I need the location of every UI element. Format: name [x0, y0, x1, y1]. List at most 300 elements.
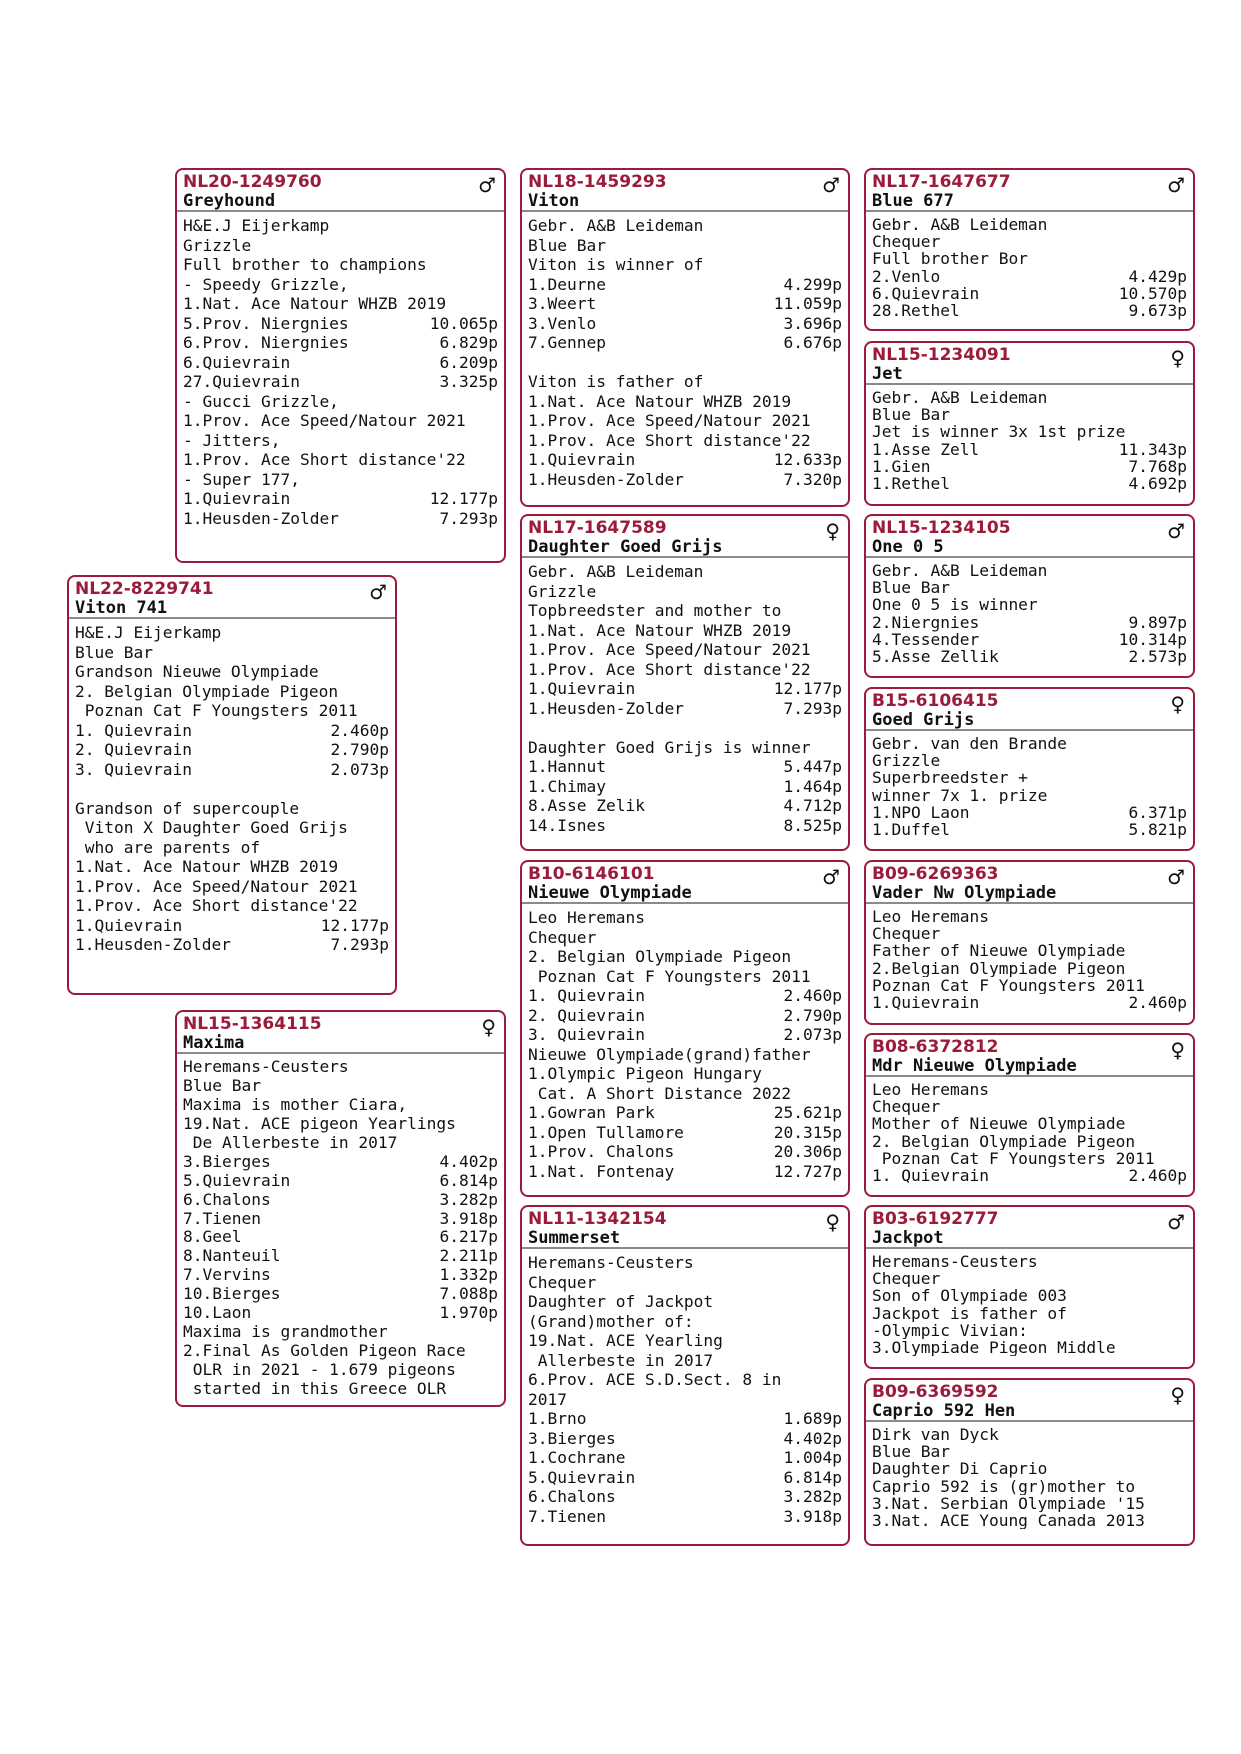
card-header	[866, 1035, 1193, 1077]
text-line: 1.Nat. Ace Natour WHZB 2019	[528, 391, 792, 411]
female-symbol-icon: ♀	[825, 1210, 840, 1234]
female-symbol-icon: ♀	[1170, 1383, 1185, 1407]
card-summerset	[520, 1205, 850, 1546]
male-symbol-icon: ♂	[369, 580, 387, 604]
pigeon-name: Greyhound	[183, 191, 276, 211]
text-line: Chequer	[528, 927, 597, 947]
text-line: Poznan Cat F Youngsters 2011	[528, 966, 811, 986]
result-row	[528, 333, 842, 353]
card-body	[866, 558, 1193, 669]
card-body	[866, 731, 1193, 842]
result-row	[183, 333, 498, 353]
text-line: Jet is winner 3x 1st prize	[872, 423, 1126, 441]
text-line: 1.Prov. Ace Short distance'22	[75, 896, 358, 915]
ring-number: NL20-1249760	[183, 172, 322, 192]
text-line: 3.Olympiade Pigeon Middle	[872, 1339, 1116, 1357]
result-participants: 6.209p	[439, 352, 498, 372]
result-participants: 10.314p	[1118, 629, 1187, 649]
result-participants: 2.790p	[783, 1005, 842, 1025]
result-participants: 3.282p	[783, 1487, 842, 1506]
result-row	[183, 1153, 498, 1172]
result-participants: 2.073p	[330, 759, 389, 779]
result-row	[872, 1167, 1187, 1184]
ring-number: NL18-1459293	[528, 172, 667, 192]
result-race: 3. Quievrain	[75, 759, 192, 779]
result-row	[183, 353, 498, 373]
card-body	[522, 904, 848, 1185]
text-line: De Allerbeste in 2017	[183, 1133, 398, 1152]
result-race: 1.Nat. Fontenay	[528, 1161, 675, 1181]
text-line: - Jitters,	[183, 430, 281, 450]
text-line: 6.Prov. ACE S.D.Sect. 8 in	[528, 1370, 782, 1389]
text-line: 1.Prov. Ace Speed/Natour 2021	[528, 411, 811, 430]
pigeon-name: Nieuwe Olympiade	[528, 883, 692, 903]
text-line: Son of Olympiade 003	[872, 1287, 1067, 1305]
text-line: 3.Nat. ACE Young Canada 2013	[872, 1512, 1145, 1530]
result-participants: 12.177p	[429, 489, 498, 508]
card-header	[522, 516, 848, 558]
card-header	[866, 1380, 1193, 1422]
result-row	[872, 475, 1187, 492]
text-line: 3.Nat. Serbian Olympiade '15	[872, 1494, 1145, 1513]
result-participants: 4.692p	[1128, 474, 1187, 494]
result-row	[183, 372, 498, 392]
pigeon-name: Viton 741	[75, 598, 168, 618]
result-row	[183, 1285, 498, 1304]
card-header	[522, 1207, 848, 1249]
result-participants: 5.447p	[783, 757, 842, 776]
card-mdr-nieuwe-olympiade	[864, 1033, 1195, 1197]
text-line: Grandson of supercouple	[75, 798, 300, 818]
result-race: 1.Asse Zell	[872, 439, 980, 459]
card-header	[522, 170, 848, 212]
male-symbol-icon: ♂	[1167, 1210, 1185, 1234]
text-line: Chequer	[528, 1272, 597, 1292]
text-line: started in this Greece OLR	[183, 1379, 447, 1398]
result-race: 1.Duffel	[872, 820, 950, 840]
result-row	[528, 294, 842, 314]
result-participants: 7.293p	[783, 698, 842, 718]
result-row	[183, 489, 498, 509]
result-row	[528, 1103, 842, 1123]
result-participants: 5.821p	[1128, 820, 1187, 840]
text-line: 1.Nat. Ace Natour WHZB 2019	[75, 857, 339, 876]
result-row	[75, 935, 389, 955]
text-line: Leo Heremans	[528, 908, 645, 927]
male-symbol-icon: ♂	[822, 173, 840, 197]
text-line: Blue Bar	[183, 1076, 261, 1095]
card-body	[866, 1077, 1193, 1188]
result-row	[528, 470, 842, 490]
result-participants: 1.464p	[783, 776, 842, 796]
ring-number: B15-6106415	[872, 691, 999, 711]
result-row	[528, 450, 842, 470]
female-symbol-icon: ♀	[1170, 692, 1185, 716]
pigeon-name: Blue 677	[872, 191, 954, 211]
result-participants: 2.460p	[1128, 1166, 1187, 1186]
card-header	[866, 343, 1193, 385]
text-line: Daughter Di Caprio	[872, 1460, 1048, 1478]
ring-number: NL15-1234091	[872, 345, 1011, 365]
result-row	[528, 1487, 842, 1507]
result-row	[183, 1304, 498, 1323]
card-goed-grijs	[864, 687, 1195, 851]
result-row	[75, 721, 389, 741]
card-jet	[864, 341, 1195, 506]
result-participants: 7.320p	[783, 469, 842, 489]
text-line: Viton X Daughter Goed Grijs	[75, 818, 348, 837]
result-row	[872, 804, 1187, 821]
result-row	[183, 1266, 498, 1285]
result-participants: 2.073p	[783, 1025, 842, 1044]
result-participants: 1.689p	[783, 1409, 842, 1428]
result-participants: 2.790p	[330, 740, 389, 759]
result-participants: 3.918p	[439, 1208, 498, 1228]
card-vader-nw-olympiade	[864, 860, 1195, 1025]
ring-number: B10-6146101	[528, 864, 655, 884]
result-race: 2. Quievrain	[528, 1005, 645, 1025]
result-participants: 12.177p	[773, 679, 842, 698]
text-line: Chequer	[872, 925, 941, 943]
result-row	[872, 441, 1187, 458]
result-participants: 25.621p	[773, 1103, 842, 1122]
text-line: Superbreedster +	[872, 769, 1028, 787]
result-row	[872, 268, 1187, 285]
text-line: (Grand)mother of:	[528, 1311, 694, 1331]
result-race: 10.Bierges	[183, 1284, 281, 1304]
text-line: 1.Olympic Pigeon Hungary	[528, 1064, 762, 1083]
result-race: 27.Quievrain	[183, 372, 300, 391]
text-line: 1.Nat. Ace Natour WHZB 2019	[183, 294, 447, 313]
card-body	[522, 558, 848, 839]
text-line: - Super 177,	[183, 469, 300, 489]
result-participants: 12.633p	[773, 450, 842, 469]
male-symbol-icon: ♂	[1167, 519, 1185, 543]
result-race: 7.Tienen	[528, 1506, 606, 1526]
card-viton-741	[67, 575, 397, 995]
result-race: 1.Open Tullamore	[528, 1122, 684, 1142]
result-race: 1.Quievrain	[528, 450, 636, 469]
result-race: 3. Quievrain	[528, 1025, 645, 1044]
text-line: Chequer	[872, 233, 941, 251]
text-line: 2. Belgian Olympiade Pigeon	[872, 1132, 1136, 1150]
result-race: 1.Hannut	[528, 757, 606, 776]
text-line: 1.Prov. Ace Speed/Natour 2021	[528, 640, 811, 659]
result-race: 10.Laon	[183, 1303, 252, 1323]
text-line: Blue Bar	[528, 235, 606, 255]
result-participants: 7.768p	[1128, 456, 1187, 476]
result-participants: 4.299p	[783, 274, 842, 294]
text-line: Cat. A Short Distance 2022	[528, 1083, 792, 1103]
result-race: 2. Quievrain	[75, 740, 192, 759]
text-line: Allerbeste in 2017	[528, 1350, 714, 1370]
result-race: 1. Quievrain	[528, 986, 645, 1005]
text-line: Blue Bar	[75, 642, 153, 662]
text-line: Gebr. A&B Leideman	[872, 389, 1048, 407]
result-row	[528, 816, 842, 836]
text-line: Nieuwe Olympiade(grand)father	[528, 1044, 811, 1064]
female-symbol-icon: ♀	[481, 1015, 496, 1039]
male-symbol-icon: ♂	[822, 865, 840, 889]
text-line: H&E.J Eijerkamp	[75, 623, 222, 642]
result-participants: 3.918p	[783, 1506, 842, 1526]
spacer	[75, 779, 389, 799]
result-row	[183, 1228, 498, 1247]
card-header	[866, 516, 1193, 558]
ring-number: NL15-1364115	[183, 1014, 322, 1034]
text-line: Viton is father of	[528, 372, 704, 391]
text-line: Blue Bar	[872, 579, 950, 597]
spacer	[528, 718, 842, 738]
result-participants: 4.712p	[783, 796, 842, 815]
card-viton	[520, 168, 850, 507]
card-header	[177, 1012, 504, 1054]
text-line: 19.Nat. ACE pigeon Yearlings	[183, 1114, 456, 1133]
result-participants: 6.371p	[1128, 802, 1187, 822]
card-greyhound	[175, 168, 506, 563]
text-line: Viton is winner of	[528, 255, 704, 274]
result-row	[528, 1123, 842, 1143]
result-participants: 20.315p	[773, 1122, 842, 1142]
result-race: 6.Prov. Niergnies	[183, 333, 349, 352]
card-nieuwe-olympiade	[520, 860, 850, 1197]
card-body	[522, 1249, 848, 1530]
text-line: who are parents of	[75, 837, 261, 857]
result-race: 1.Cochrane	[528, 1448, 626, 1467]
pigeon-name: One 0 5	[872, 537, 944, 557]
result-row	[183, 1210, 498, 1229]
pigeon-name: Goed Grijs	[872, 710, 975, 730]
text-line: 1.Prov. Ace Speed/Natour 2021	[183, 411, 466, 430]
text-line: Grandson Nieuwe Olympiade	[75, 662, 319, 681]
result-race: 5.Quievrain	[183, 1170, 291, 1190]
ring-number: B08-6372812	[872, 1037, 999, 1057]
result-row	[528, 314, 842, 334]
card-body	[866, 904, 1193, 1015]
card-body	[522, 212, 848, 493]
result-participants: 2.211p	[439, 1246, 498, 1266]
ring-number: NL17-1647677	[872, 172, 1011, 192]
result-participants: 12.177p	[320, 915, 389, 935]
result-race: 1.Heusden-Zolder	[75, 935, 231, 954]
result-race: 1.Quievrain	[528, 679, 636, 698]
result-participants: 11.343p	[1118, 439, 1187, 459]
result-race: 1.Heusden-Zolder	[528, 469, 684, 489]
text-line: Chequer	[872, 1270, 941, 1288]
result-participants: 10.570p	[1118, 283, 1187, 303]
text-line: Daughter Goed Grijs is winner	[528, 737, 811, 757]
text-line: Poznan Cat F Youngsters 2011	[75, 701, 358, 720]
ring-number: NL11-1342154	[528, 1209, 667, 1229]
result-participants: 8.525p	[783, 815, 842, 835]
female-symbol-icon: ♀	[1170, 1038, 1185, 1062]
result-race: 1.Heusden-Zolder	[528, 698, 684, 718]
text-line: One 0 5 is winner	[872, 596, 1038, 614]
result-participants: 2.460p	[783, 986, 842, 1005]
result-participants: 9.897p	[1128, 612, 1187, 632]
result-race: 5.Quievrain	[528, 1467, 636, 1487]
result-row	[528, 1025, 842, 1045]
result-row	[75, 740, 389, 760]
result-race: 2.Niergnies	[872, 612, 980, 632]
text-line: Poznan Cat F Youngsters 2011	[872, 1149, 1155, 1168]
text-line: Grizzle	[872, 752, 941, 770]
text-line: Leo Heremans	[872, 908, 989, 926]
ring-number: NL17-1647589	[528, 518, 667, 538]
result-race: 3.Bierges	[528, 1428, 616, 1448]
text-line: Mother of Nieuwe Olympiade	[872, 1115, 1126, 1133]
card-blue-677	[864, 168, 1195, 331]
card-header	[177, 170, 504, 212]
result-row	[872, 631, 1187, 648]
pigeon-name: Vader Nw Olympiade	[872, 883, 1057, 903]
result-race: 1.Heusden-Zolder	[183, 508, 339, 528]
result-row	[872, 302, 1187, 319]
pigeon-name: Caprio 592 Hen	[872, 1401, 1016, 1421]
result-participants: 20.306p	[773, 1142, 842, 1161]
result-row	[528, 275, 842, 295]
result-race: 3.Venlo	[528, 313, 597, 333]
result-participants: 3.696p	[783, 313, 842, 333]
result-row	[528, 1162, 842, 1182]
result-race: 3.Weert	[528, 294, 597, 313]
card-header	[522, 862, 848, 904]
text-line: Heremans-Ceusters	[528, 1253, 694, 1272]
result-race: 6.Quievrain	[183, 352, 291, 372]
result-participants: 4.402p	[783, 1428, 842, 1448]
result-race: 1.Gowran Park	[528, 1103, 655, 1122]
text-line: - Gucci Grizzle,	[183, 391, 339, 411]
female-symbol-icon: ♀	[1170, 346, 1185, 370]
text-line: Daughter of Jackpot	[528, 1292, 714, 1311]
result-race: 14.Isnes	[528, 815, 606, 835]
result-row	[872, 994, 1187, 1011]
result-participants: 7.088p	[439, 1284, 498, 1304]
result-row	[528, 1142, 842, 1162]
result-race: 1.NPO Laon	[872, 802, 970, 822]
text-line: 1.Nat. Ace Natour WHZB 2019	[528, 620, 792, 640]
result-participants: 3.282p	[439, 1189, 498, 1209]
text-line: 1.Prov. Ace Short distance'22	[528, 659, 811, 679]
text-line: Topbreedster and mother to	[528, 601, 782, 620]
result-participants: 1.970p	[439, 1303, 498, 1323]
result-row	[183, 1191, 498, 1210]
card-header	[866, 862, 1193, 904]
result-race: 1.Prov. Chalons	[528, 1142, 675, 1161]
result-race: 4.Tessender	[872, 629, 980, 649]
male-symbol-icon: ♂	[478, 173, 496, 197]
card-one-0-5	[864, 514, 1195, 678]
text-line: winner 7x 1. prize	[872, 786, 1048, 804]
ring-number: NL15-1234105	[872, 518, 1011, 538]
text-line: 1.Prov. Ace Short distance'22	[183, 450, 466, 469]
card-body	[866, 385, 1193, 496]
result-race: 1.Chimay	[528, 776, 606, 796]
text-line: Heremans-Ceusters	[872, 1253, 1038, 1271]
result-row	[183, 1247, 498, 1266]
card-header	[866, 170, 1193, 212]
text-line: Full brother to champions	[183, 255, 427, 274]
card-maxima	[175, 1010, 506, 1407]
result-row	[528, 679, 842, 699]
result-row	[183, 314, 498, 334]
text-line: Gebr. A&B Leideman	[528, 562, 704, 581]
result-participants: 4.402p	[439, 1151, 498, 1171]
text-line: Gebr. van den Brande	[872, 735, 1067, 753]
result-participants: 2.460p	[1128, 993, 1187, 1013]
result-race: 7.Gennep	[528, 333, 606, 352]
result-row	[528, 986, 842, 1006]
result-race: 1.Quievrain	[183, 489, 291, 508]
spacer	[528, 353, 842, 373]
card-body	[177, 212, 504, 532]
text-line: Blue Bar	[872, 406, 950, 424]
card-jackpot	[864, 1205, 1195, 1369]
result-participants: 10.065p	[429, 313, 498, 333]
text-line: OLR in 2021 - 1.679 pigeons	[183, 1361, 456, 1379]
result-race: 8.Geel	[183, 1227, 242, 1247]
pigeon-name: Mdr Nieuwe Olympiade	[872, 1056, 1077, 1076]
text-line: 19.Nat. ACE Yearling	[528, 1331, 723, 1350]
result-participants: 1.332p	[439, 1265, 498, 1285]
text-line: - Speedy Grizzle,	[183, 274, 349, 294]
result-participants: 3.325p	[439, 372, 498, 391]
result-row	[528, 796, 842, 816]
result-row	[528, 1429, 842, 1449]
text-line: Full brother Bor	[872, 250, 1028, 268]
result-row	[183, 1172, 498, 1191]
text-line: Dirk van Dyck	[872, 1426, 999, 1444]
result-row	[872, 614, 1187, 631]
text-line: Maxima is mother Ciara,	[183, 1095, 408, 1114]
result-participants: 7.293p	[439, 508, 498, 528]
result-participants: 6.829p	[439, 333, 498, 352]
result-row	[872, 821, 1187, 838]
female-symbol-icon: ♀	[825, 519, 840, 543]
text-line: 2.Belgian Olympiade Pigeon	[872, 959, 1126, 977]
result-row	[528, 1507, 842, 1527]
result-participants: 4.429p	[1128, 266, 1187, 286]
ring-number: B03-6192777	[872, 1209, 999, 1229]
result-participants: 6.217p	[439, 1227, 498, 1247]
result-row	[528, 699, 842, 719]
result-race: 1.Quievrain	[75, 915, 183, 935]
result-race: 1. Quievrain	[75, 720, 192, 740]
text-line: Gebr. A&B Leideman	[528, 216, 704, 235]
result-row	[183, 509, 498, 529]
card-body	[866, 1249, 1193, 1360]
text-line: 2. Belgian Olympiade Pigeon	[528, 947, 792, 966]
result-participants: 6.814p	[783, 1467, 842, 1487]
text-line: Gebr. A&B Leideman	[872, 216, 1048, 234]
card-body	[177, 1054, 504, 1403]
text-line: Heremans-Ceusters	[183, 1058, 349, 1076]
result-race: 3.Bierges	[183, 1151, 271, 1171]
result-participants: 1.004p	[783, 1448, 842, 1467]
text-line: Leo Heremans	[872, 1081, 989, 1099]
pigeon-name: Summerset	[528, 1228, 621, 1248]
card-body	[69, 619, 395, 959]
text-line: 2. Belgian Olympiade Pigeon	[75, 681, 339, 701]
result-race: 8.Asse Zelik	[528, 796, 645, 815]
card-header	[866, 689, 1193, 731]
text-line: -Olympic Vivian:	[872, 1321, 1028, 1340]
ring-number: NL22-8229741	[75, 579, 214, 599]
male-symbol-icon: ♂	[1167, 173, 1185, 197]
result-race: 6.Chalons	[528, 1487, 616, 1506]
result-row	[872, 285, 1187, 302]
result-participants: 6.676p	[783, 333, 842, 352]
